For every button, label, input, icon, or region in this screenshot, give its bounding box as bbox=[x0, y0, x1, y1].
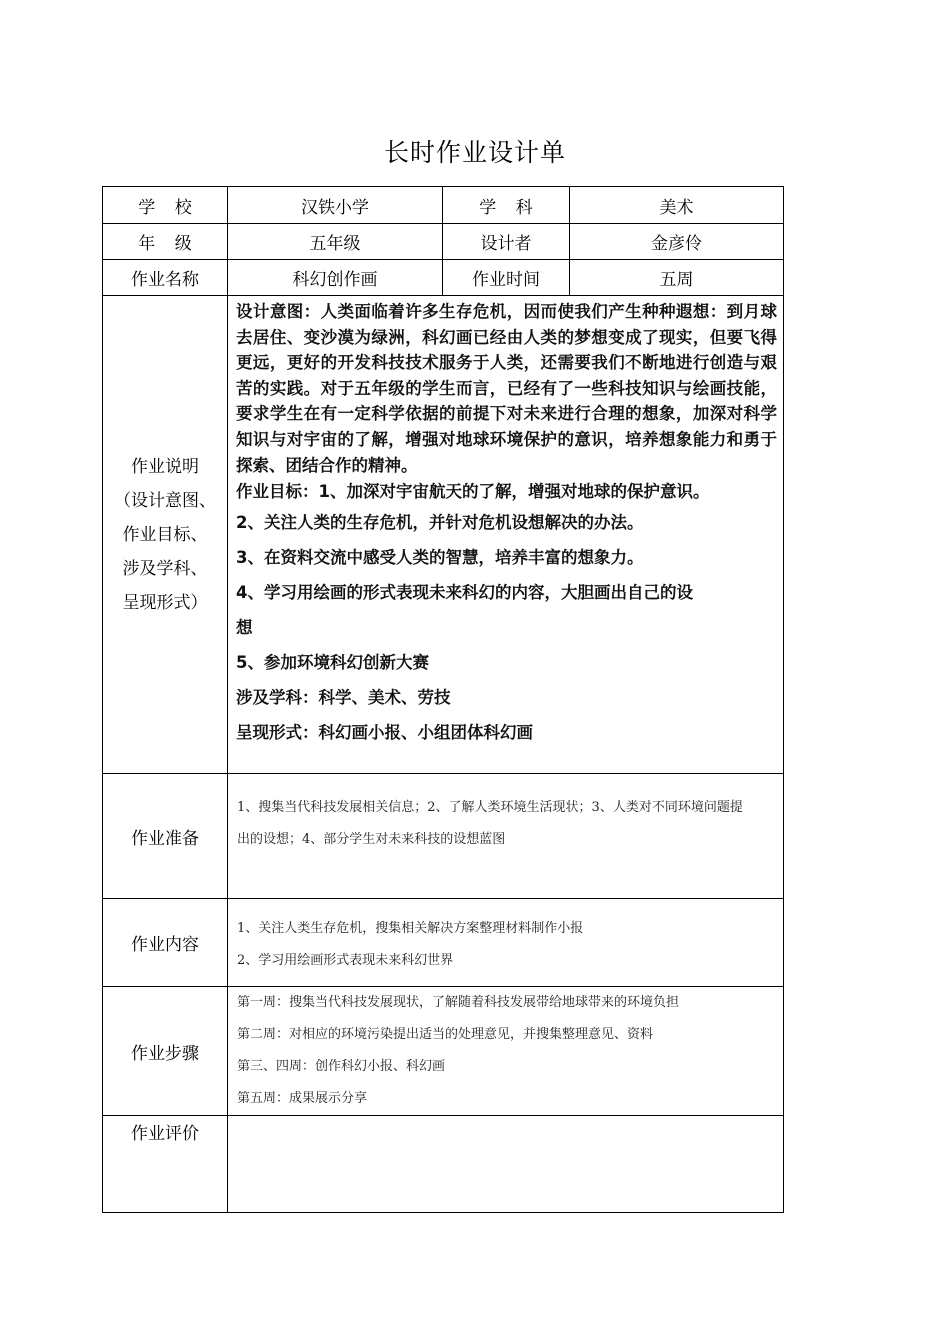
assignment-time-label: 作业时间 bbox=[443, 260, 570, 296]
preparation-label: 作业准备 bbox=[103, 774, 228, 899]
step-week-5: 第五周：成果展示分享 bbox=[237, 1091, 368, 1106]
evaluation-label: 作业评价 bbox=[103, 1116, 228, 1213]
goal-5-text: 5、参加环境科幻创新大赛 bbox=[236, 652, 429, 672]
step-week-2: 第二周：对相应的环境污染提出适当的处理意见，并搜集整理意见、资料 bbox=[237, 1027, 654, 1042]
school-value: 汉铁小学 bbox=[228, 187, 443, 224]
goal-1-text: 作业目标：1、加深对宇宙航天的了解，增强对地球的保护意识。 bbox=[236, 482, 710, 502]
description-label-line: 涉及学科、 bbox=[122, 558, 208, 579]
row-grade bbox=[103, 224, 784, 260]
subject-value: 美术 bbox=[570, 187, 784, 224]
row-assignment-name bbox=[103, 260, 784, 296]
subjects-text: 涉及学科：科学、美术、劳技 bbox=[236, 687, 451, 707]
preparation-line: 1、搜集当代科技发展相关信息；2、了解人类环境生活现状；3、人类对不同环境问题提 bbox=[237, 800, 743, 815]
goal-4-continuation: 想 bbox=[236, 617, 253, 637]
preparation-line: 出的设想；4、部分学生对未来科技的设想蓝图 bbox=[237, 832, 506, 847]
goal-4-text: 4、学习用绘画的形式表现未来科幻的内容，大胆画出自己的设 bbox=[236, 582, 693, 602]
design-intent-text: 设计意图：人类面临着许多生存危机，因而使我们产生种种遐想：到月球去居住、变沙漠为绿洲，科幻画已经由人类的梦想变成了现实，但要飞得更远，更好的开发科技技术服务于人类，还需要我们不断地进行创造与艰苦的实践。对于五年级的学生而言，已经有了一些科技知识与绘画技能，要求学生在有一定科学依据的前提下对未来进行合理的想象，加深对科学知识与对宇宙的了解，增强对地球环境保护的意识，培养想象能力和勇于探索、团结合作的精神。 bbox=[236, 302, 777, 475]
assignment-design-table bbox=[102, 186, 784, 1213]
description-label-line: 作业说明 bbox=[131, 456, 199, 477]
row-description bbox=[103, 296, 784, 774]
designer-value: 金彦伶 bbox=[570, 224, 784, 260]
evaluation-body bbox=[228, 1116, 784, 1213]
description-label-line: 作业目标、 bbox=[122, 524, 208, 545]
content-line: 2、学习用绘画形式表现未来科幻世界 bbox=[237, 953, 454, 968]
page-title: 长时作业设计单 bbox=[383, 138, 566, 167]
goal-3-text: 3、在资料交流中感受人类的智慧，培养丰富的想象力。 bbox=[236, 547, 644, 567]
steps-body bbox=[228, 987, 784, 1116]
step-week-3-4: 第三、四周：创作科幻小报、科幻画 bbox=[237, 1059, 446, 1074]
row-evaluation bbox=[103, 1116, 784, 1213]
row-preparation bbox=[103, 774, 784, 899]
preparation-body bbox=[228, 774, 784, 899]
format-text: 呈现形式：科幻画小报、小组团体科幻画 bbox=[236, 722, 533, 742]
content-body bbox=[228, 899, 784, 987]
designer-label: 设计者 bbox=[443, 224, 570, 260]
row-steps bbox=[103, 987, 784, 1116]
goal-2-text: 2、关注人类的生存危机，并针对危机设想解决的办法。 bbox=[236, 512, 644, 532]
subject-label: 学 科 bbox=[443, 187, 570, 224]
steps-label: 作业步骤 bbox=[103, 987, 228, 1116]
description-label bbox=[103, 296, 228, 774]
grade-label: 年 级 bbox=[103, 224, 228, 260]
row-content bbox=[103, 899, 784, 987]
content-label: 作业内容 bbox=[103, 899, 228, 987]
description-label-line: 呈现形式） bbox=[122, 592, 208, 613]
grade-value: 五年级 bbox=[228, 224, 443, 260]
school-label: 学 校 bbox=[103, 187, 228, 224]
description-body bbox=[228, 296, 784, 774]
assignment-name-label: 作业名称 bbox=[103, 260, 228, 296]
assignment-time-value: 五周 bbox=[570, 260, 784, 296]
assignment-name-value: 科幻创作画 bbox=[228, 260, 443, 296]
row-school bbox=[103, 187, 784, 224]
description-label-line: （设计意图、 bbox=[114, 490, 216, 511]
content-line: 1、关注人类生存危机，搜集相关解决方案整理材料制作小报 bbox=[237, 921, 584, 936]
step-week-1: 第一周：搜集当代科技发展现状，了解随着科技发展带给地球带来的环境负担 bbox=[237, 995, 680, 1010]
